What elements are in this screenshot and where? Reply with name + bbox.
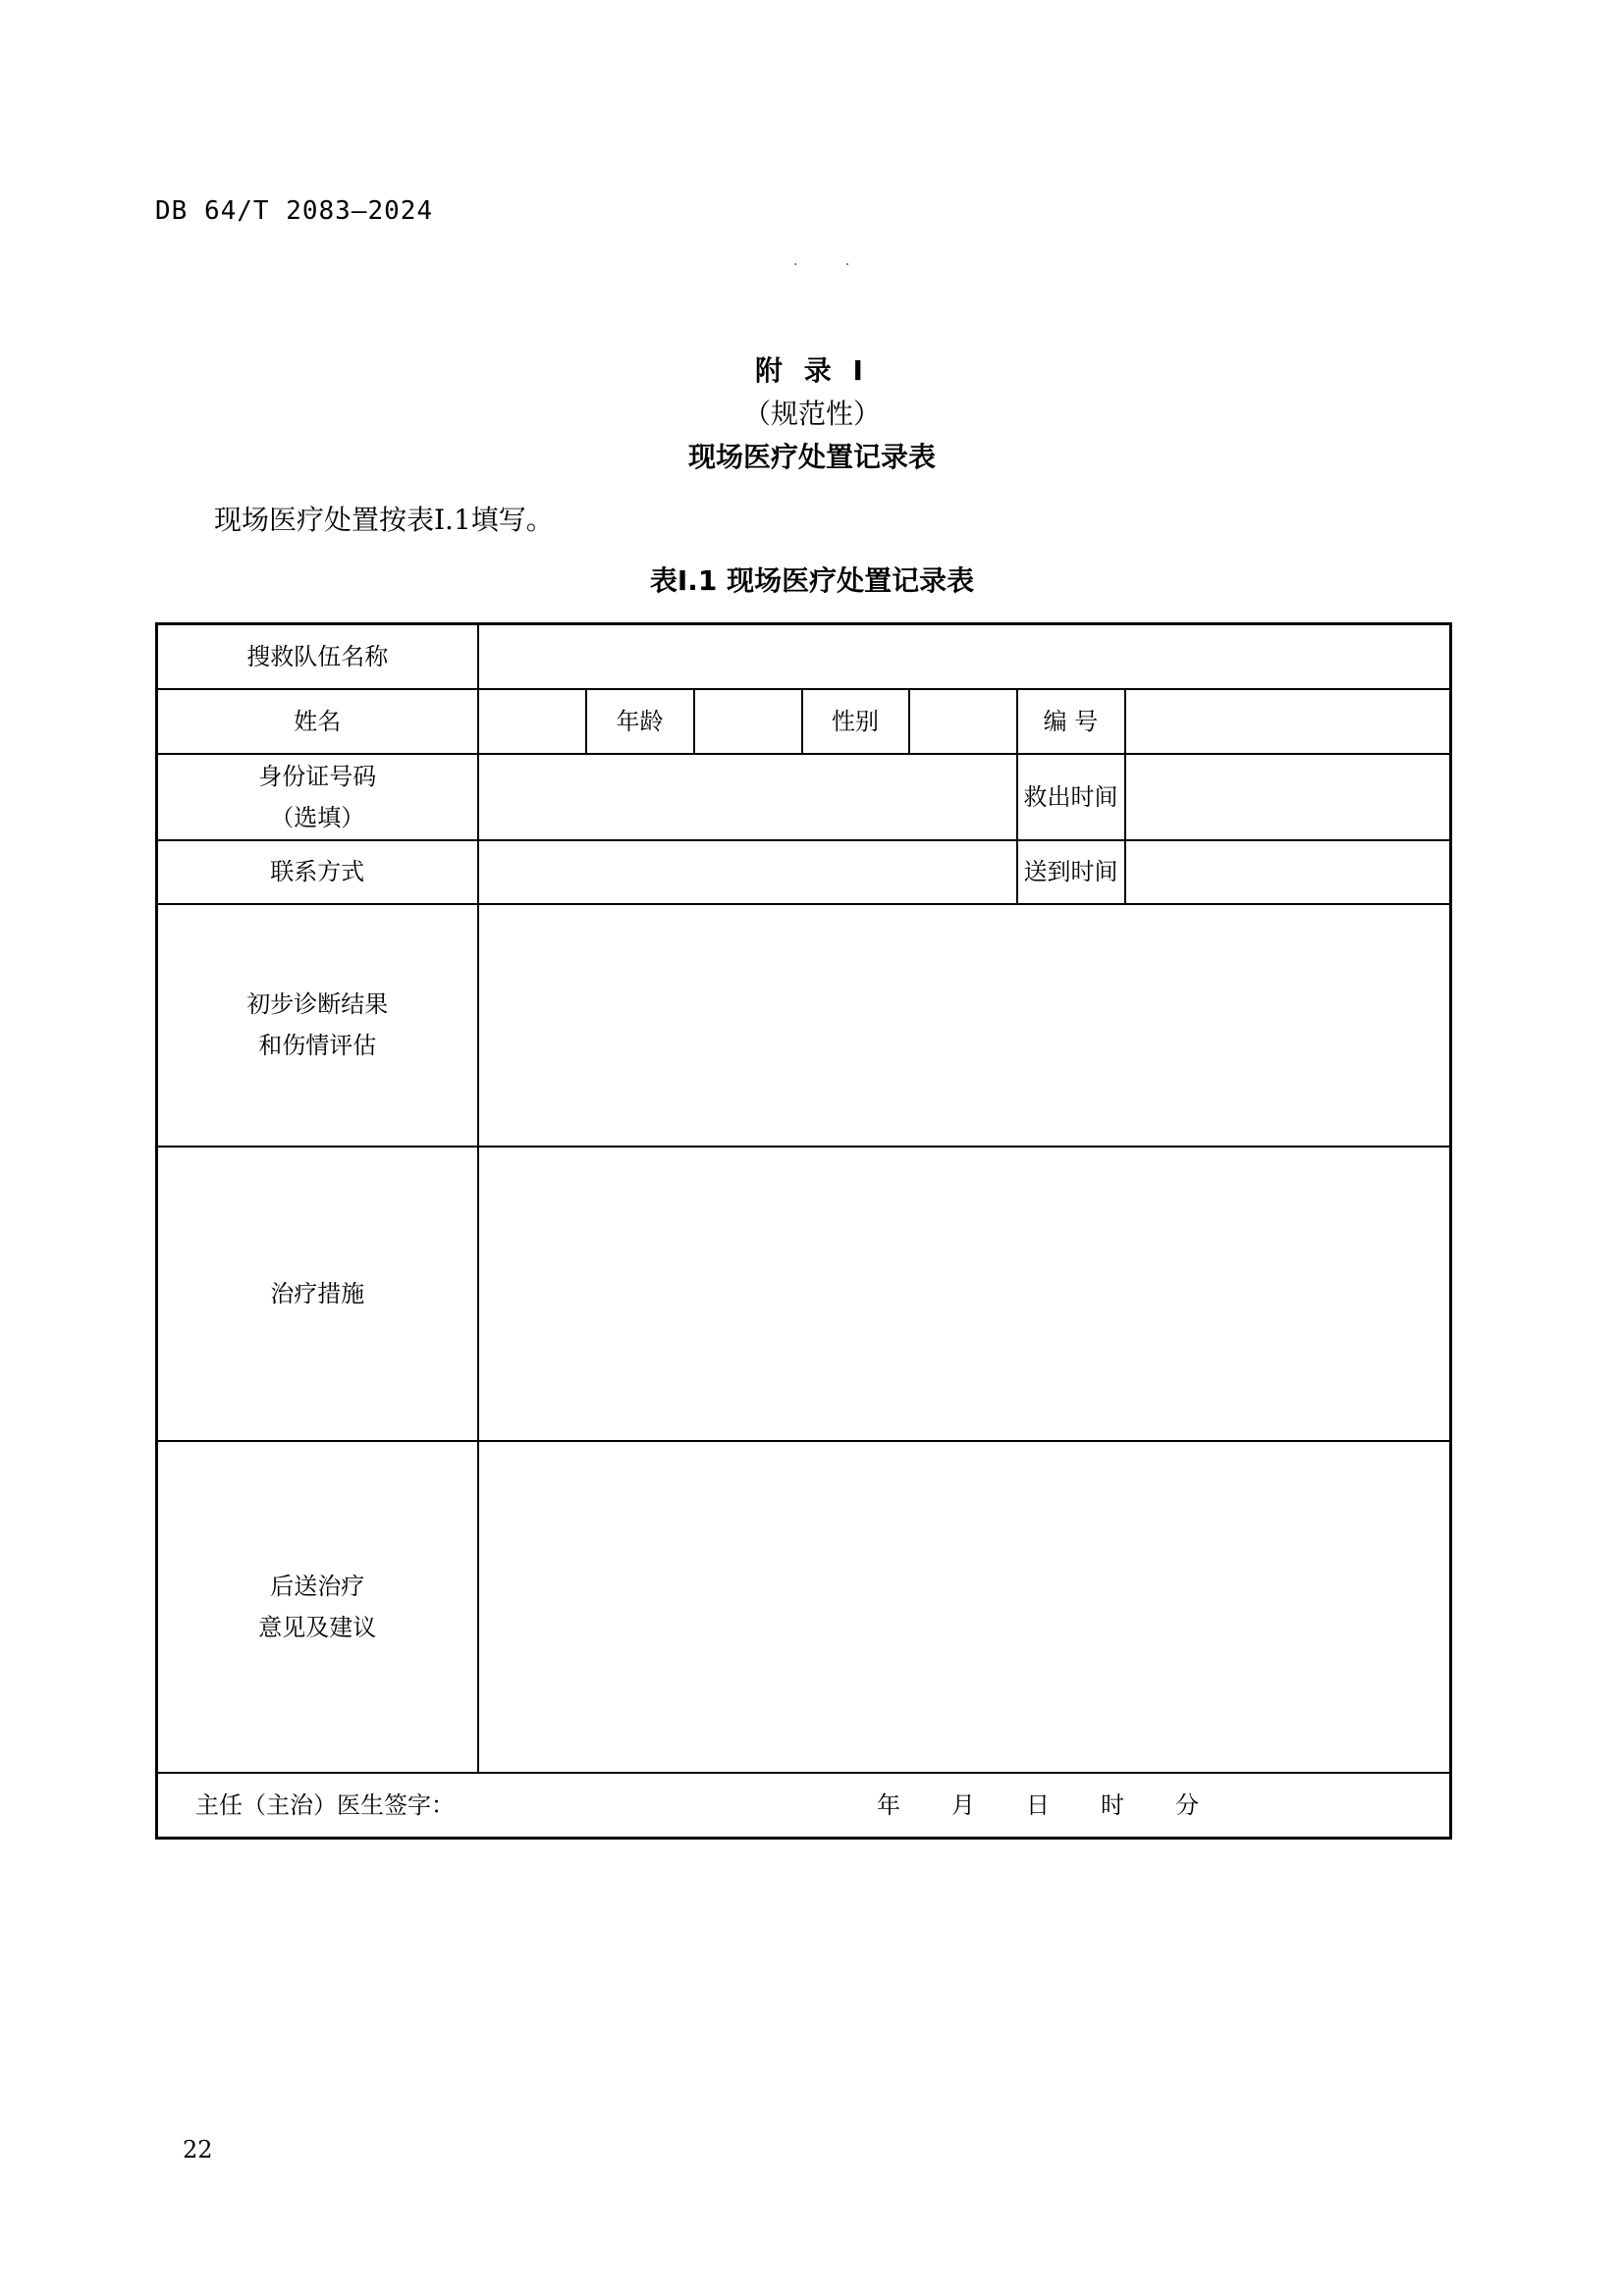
- appendix-type: （规范性）: [742, 398, 881, 430]
- table-row: [157, 1441, 1451, 1773]
- followup-field[interactable]: [478, 1441, 1451, 1773]
- diagnosis-label: [157, 904, 478, 1147]
- contact-field[interactable]: [478, 840, 1017, 904]
- delivery-time-field[interactable]: [1125, 840, 1451, 904]
- diagnosis-field[interactable]: [478, 904, 1451, 1147]
- followup-label-line2: 意见及建议: [258, 1613, 377, 1641]
- table-row: [157, 1147, 1451, 1441]
- id-label-line2: （选填）: [270, 803, 365, 831]
- standard-code: DB 64/T 2083—2024: [155, 196, 434, 226]
- month-unit: 月: [951, 1790, 975, 1819]
- rescue-time-field[interactable]: [1125, 754, 1451, 840]
- hour-unit: 时: [1101, 1790, 1124, 1819]
- table-row: [157, 904, 1451, 1147]
- name-field[interactable]: [478, 689, 586, 754]
- header-dots: . .: [793, 253, 872, 269]
- followup-label: [157, 1441, 478, 1773]
- day-unit: 日: [1026, 1790, 1050, 1819]
- treatment-label: 治疗措施: [157, 1147, 478, 1441]
- followup-label-line1: 后送治疗: [270, 1572, 365, 1600]
- table-row: [157, 689, 1451, 754]
- gender-label: 性别: [802, 689, 909, 754]
- id-label: [157, 754, 478, 840]
- minute-unit: 分: [1175, 1790, 1199, 1819]
- page-number: 22: [183, 2136, 213, 2163]
- team-name-field[interactable]: [478, 624, 1451, 689]
- table-row: [157, 840, 1451, 904]
- year-unit: 年: [877, 1790, 900, 1819]
- signature-row[interactable]: [157, 1773, 1451, 1839]
- team-name-label: 搜救队伍名称: [157, 624, 478, 689]
- intro-paragraph: 现场医疗处置按表I.1填写。: [214, 504, 554, 536]
- table-row: [157, 1773, 1451, 1839]
- table-caption: 表I.1 现场医疗处置记录表: [649, 564, 975, 597]
- table-row: [157, 624, 1451, 689]
- age-field[interactable]: [694, 689, 802, 754]
- appendix-name: 现场医疗处置记录表: [687, 441, 936, 473]
- medical-record-table: [155, 622, 1452, 1840]
- signature-label: 主任（主治）医生签字：: [195, 1790, 455, 1819]
- table-row: [157, 754, 1451, 840]
- signature-date: [877, 1785, 1250, 1826]
- id-field[interactable]: [478, 754, 1017, 840]
- number-label: 编 号: [1017, 689, 1125, 754]
- name-label: 姓名: [157, 689, 478, 754]
- contact-label: 联系方式: [157, 840, 478, 904]
- delivery-time-label: 送到时间: [1017, 840, 1125, 904]
- id-label-line1: 身份证号码: [258, 762, 377, 790]
- gender-field[interactable]: [909, 689, 1017, 754]
- diagnosis-label-line1: 初步诊断结果: [246, 990, 389, 1018]
- age-label: 年龄: [586, 689, 694, 754]
- number-field[interactable]: [1125, 689, 1451, 754]
- diagnosis-label-line2: 和伤情评估: [258, 1032, 377, 1059]
- treatment-field[interactable]: [478, 1147, 1451, 1441]
- rescue-time-label: 救出时间: [1017, 754, 1125, 840]
- appendix-title: 附 录 I: [755, 354, 869, 387]
